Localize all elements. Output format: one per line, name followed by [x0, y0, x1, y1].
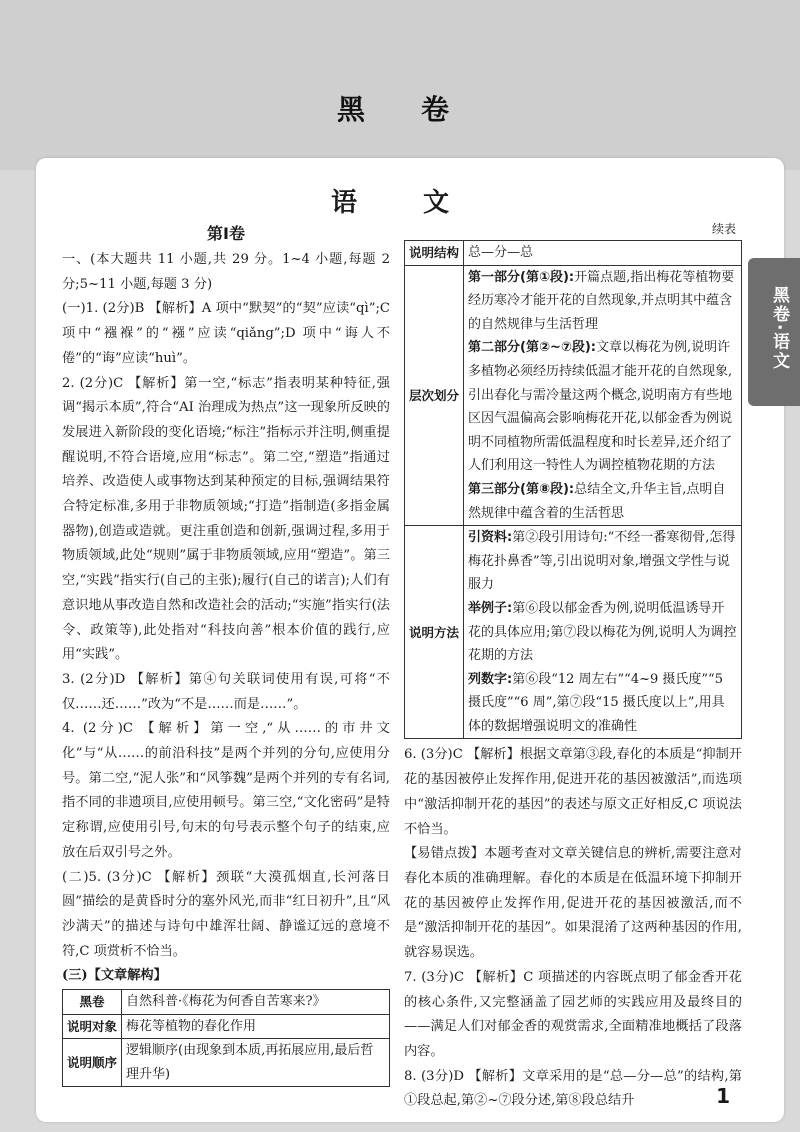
- structure-table: [62, 989, 390, 1087]
- table-label: 说明方法: [405, 526, 464, 739]
- table-row: [405, 526, 742, 739]
- subject-title: 语 文: [330, 188, 469, 218]
- table-value: 总—分—总: [464, 241, 742, 266]
- layer-head: 第二部分(第②~⑦段):: [468, 340, 597, 356]
- page-header-title: 黑 卷: [336, 93, 463, 126]
- answer-q4: 4. (2分)C 【解析】第一空,“从……的市井文化”与“从……的前沿科技”是两个并列的分句,应使用分号。第二空,“泥人张”和“风筝魏”是两个并列的专有名词,指不同的非遗项目,应使用顿号。第三空,“文化密码”是特定称谓,应使用引号,句末的句号表示整个句子的结束,应放在后双引号之外。: [62, 721, 390, 860]
- right-column: [404, 218, 742, 1114]
- table-label: 黑卷: [63, 990, 122, 1015]
- method-body: 第⑥段以郁金香为例,说明低温诱导开花的具体应用;第⑦段以梅花为例,说明人为调控花期的方法: [468, 600, 737, 664]
- table-row: [63, 1014, 390, 1039]
- answer-q3: 3. (2分)D 【解析】第④句关联词使用有误,可将“不仅……还……”改为“不是……而是……”。: [62, 671, 390, 712]
- table-label: 说明结构: [405, 241, 464, 266]
- volume-title: 第Ⅰ卷: [207, 224, 245, 243]
- method-body: 第②段引用诗句:“不经一番寒彻骨,怎得梅花扑鼻香”等,引出说明对象,增强文学性与说服力: [468, 530, 736, 593]
- method-head: 引资料:: [468, 530, 513, 546]
- left-column: [62, 222, 390, 1087]
- method-head: 列数字:: [468, 671, 513, 687]
- table-value: 梅花等植物的春化作用: [122, 1014, 390, 1039]
- side-tab-label: 黑卷·语文: [769, 286, 789, 371]
- answer-q7: 7. (3分)C 【解析】C 项描述的内容既点明了郁金香开花的核心条件,又完整涵盖了园艺师的实践应用及最终目的——满足人们对郁金香的观赏需求,全面精准地概括了段落内容。: [404, 969, 742, 1059]
- layer-body: 总结全文,升华主旨,点明自然规律中蕴含着的生活哲思: [468, 481, 726, 521]
- table-label: 说明对象: [63, 1014, 122, 1039]
- answer-q5: (二)5. (3分)C 【解析】颈联“大漠孤烟直,长河落日圆”描绘的是黄昏时分的塞外风光,而非“红日初升”,且“风沙满天”的描述与诗句中雄浑壮阔、静谧辽远的意境不符,C 项赏析不恰当。: [62, 869, 390, 959]
- method-head: 举例子:: [468, 600, 513, 616]
- table-row: [405, 241, 742, 266]
- layer-body: 开篇点题,指出梅花等植物要经历寒冷才能开花的自然现象,并点明其中蕴含的自然规律与生活哲理: [468, 269, 735, 332]
- structure-table-continued: [404, 240, 742, 739]
- table-label: 说明顺序: [63, 1039, 122, 1087]
- table-value: 逻辑顺序(由现象到本质,再拓展应用,最后哲理升华): [122, 1039, 390, 1087]
- section-structure-heading: (三)【文章解构】: [62, 968, 167, 984]
- section-intro: 一、(本大题共 11 小题,共 29 分。1~4 小题,每题 2 分;5~11 小题,每题 3 分): [62, 252, 390, 292]
- method-body: 第⑥段“12 周左右”“4~9 摄氏度”“5 摄氏度”“6 周”,第⑦段“15 摄氏度以上”,用具体的数据增强说明文的准确性: [468, 671, 725, 734]
- previous-page-bleed: [0, 0, 800, 170]
- answer-q6-tip: 【易错点拨】本题考查对文章关键信息的辨析,需要注意对春化本质的准确理解。春化的本质是在低温环境下抑制开花的基因被停止发挥作用,促进开花的基因被激活,而不是“激活抑制开花的基因”。如果混淆了这两种基因的作用,就容易误选。: [404, 846, 742, 961]
- table-row: [63, 1039, 390, 1087]
- table-label: 层次划分: [405, 265, 464, 526]
- answer-q2: 2. (2分)C 【解析】第一空,“标志”指表明某种特征,强调“揭示本质”,符合“AI 治理成为热点”这一现象所反映的发展进入新阶段的变化语境;“标注”指标示并注明,侧重提醒说明,不符合语境,应用“标志”。第二空,“塑造”指通过培养、改造使人或事物达到某种预定的目标,强调结果符合特定标准,多用于非物质领域;“打造”指制造(多指金属器物),创造或造就。更注重创造和创新,强调过程,多用于物质领域,此处“规则”属于非物质领域,应用“塑造”。第三空,“实践”指实行(自己的主张);履行(自己的诺言);人们有意识地从事改造自然和改造社会的活动;“实施”指实行(法令、政策等),此处指对“科技向善”根本价值的践行,应用“实践”。: [62, 375, 390, 663]
- table-value: 自然科普·《梅花为何香自苦寒来?》: [122, 990, 390, 1015]
- layer-body: 文章以梅花为例,说明许多植物必须经历持续低温才能开花的自然现象,引出春化与需冷量这两个概念,说明南方有些地区因气温偏高会影响梅花开花,以郁金香为例说明不同植物所需低温程度和时长差异,还介绍了人们利用这一特性人为调控植物花期的方法: [468, 340, 733, 474]
- layers-cell: [464, 265, 742, 526]
- answer-q6: 6. (3分)C 【解析】根据文章第③段,春化的本质是“抑制开花的基因被停止发挥作用,促进开花的基因被激活”,而选项中“激活抑制开花的基因”的表述与原文正好相反,C 项说法不恰当。: [404, 747, 742, 837]
- layer-head: 第一部分(第①段):: [468, 269, 575, 285]
- continued-label: 续表: [711, 222, 736, 236]
- table-row: [405, 265, 742, 526]
- layer-head: 第三部分(第⑧段):: [468, 481, 575, 497]
- methods-cell: [464, 526, 742, 739]
- side-tab: [748, 258, 800, 406]
- page-number: 1: [716, 1084, 730, 1108]
- answer-q8: 8. (3分)D 【解析】文章采用的是“总—分—总”的结构,第①段总起,第②~⑦段分述,第⑧段总结升: [404, 1068, 742, 1109]
- table-row: [63, 990, 390, 1015]
- answer-q1: (一)1. (2分)B 【解析】A 项中“默契”的“契”应读“qì”;C 项中“襁褓”的“襁”应读“qiǎng”;D 项中“诲人不倦”的“诲”应读“huì”。: [62, 301, 390, 366]
